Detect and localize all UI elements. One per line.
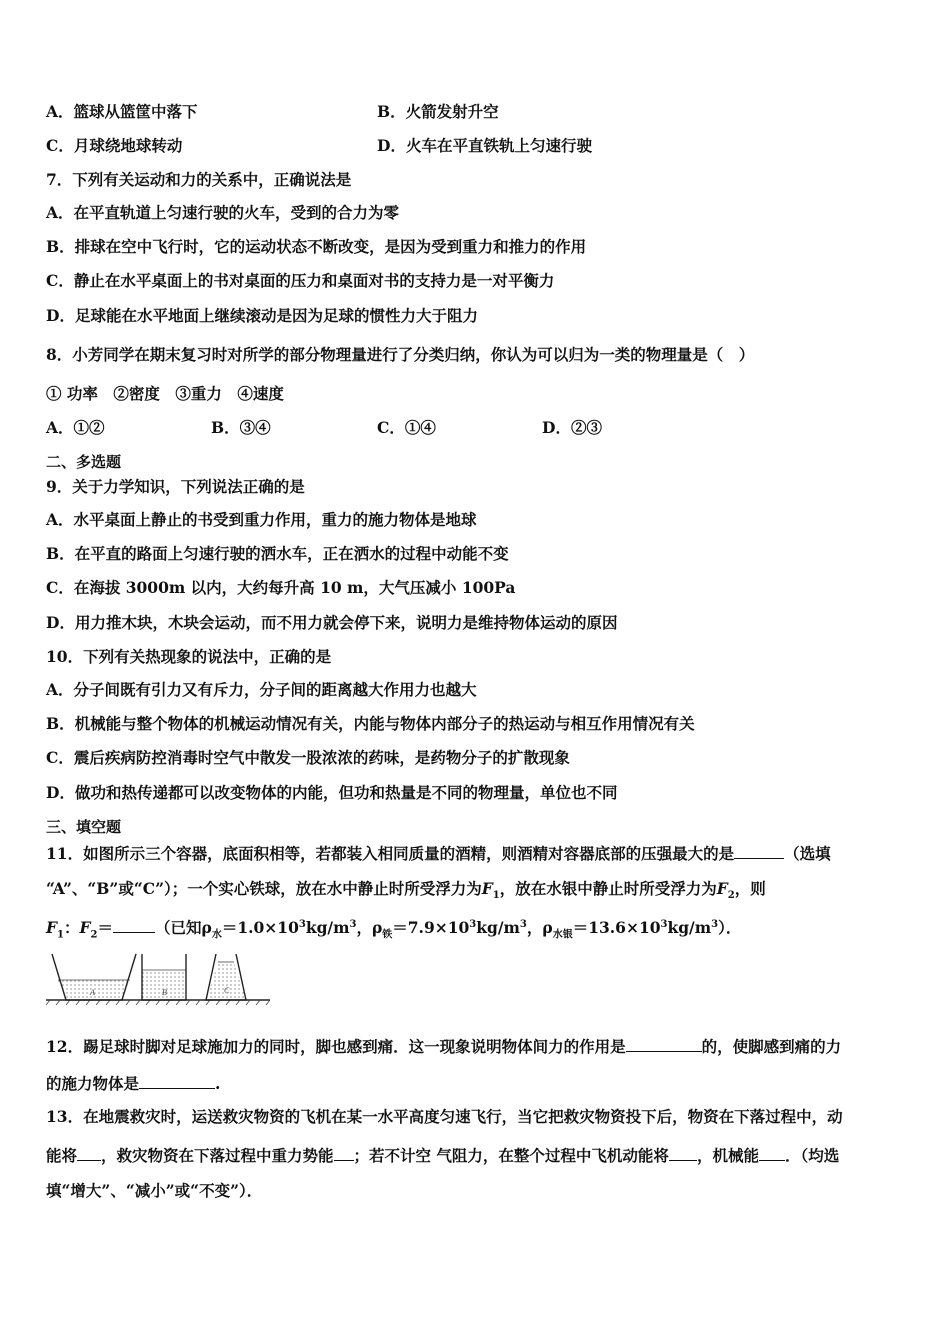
subscript: 2 (727, 890, 735, 902)
rho-sub-iron: 铁 (382, 929, 393, 941)
container-c-label: C (224, 986, 230, 995)
q11-text: ，放在水银中静止时所受浮力为 (499, 879, 717, 898)
q8-option-c: C．①④ (377, 418, 436, 437)
q13-text: ，机械能 (696, 1146, 759, 1165)
q8-stem: 8．小芳同学在期末复习时对所学的部分物理量进行了分类归纳，你认为可以归为一类的物理量是（ ） (46, 345, 755, 364)
q13-line3: 填“增大”、“减小”或“不变”）． (46, 1181, 263, 1200)
containers-figure (46, 948, 270, 1008)
container-a-label: A (90, 988, 95, 997)
q9-option-a: A．水平桌面上静止的书受到重力作用，重力的施力物体是地球 (46, 510, 477, 529)
comma: ， (356, 918, 372, 938)
q10-option-b: B．机械能与整个物体的机械运动情况有关，内能与物体内部分子的热运动与相互作用情况有关 (46, 714, 695, 733)
q9-option-b: B．在平直的路面上匀速行驶的洒水车，正在洒水的过程中动能不变 (46, 544, 509, 563)
symbol-f: F (46, 918, 58, 938)
section-heading-multi: 二、多选题 (46, 453, 122, 471)
answer-blank[interactable] (734, 842, 784, 859)
rho-sub-mercury: 水银 (552, 929, 573, 941)
q13-text: 能将 (46, 1146, 78, 1165)
q13-line1: 13．在地震救灾时，运送救灾物资的飞机在某一水平高度匀速飞行，当它把救灾物资投下后，物资在下落过程中，动 (46, 1107, 843, 1126)
subscript: 1 (492, 890, 500, 902)
q8-option-d: D．②③ (542, 418, 602, 437)
q9-stem: 9．关于力学知识，下列说法正确的是 (46, 477, 305, 496)
q7-option-c: C．静止在水平桌面上的书对桌面的压力和桌面对书的支持力是一对平衡力 (46, 271, 555, 290)
q7-stem: 7．下列有关运动和力的关系中，正确说法是 (46, 170, 352, 189)
q8-option-b: B．③④ (211, 418, 271, 437)
q6-option-a: A．篮球从篮筐中落下 (46, 102, 198, 121)
equals: ＝ (97, 918, 113, 938)
q6-option-d: D．火车在平直铁轨上匀速行驶 (377, 136, 592, 155)
q12-line1 (46, 1035, 841, 1057)
q7-option-a: A．在平直轨道上匀速行驶的火车，受到的合力为零 (46, 203, 400, 222)
subscript: 2 (90, 929, 98, 941)
symbol-f: F (481, 879, 493, 898)
q10-option-c: C．震后疾病防控消毒时空气中散发一股浓浓的药味，是药物分子的扩散现象 (46, 748, 570, 767)
unit: kg/m (476, 918, 520, 938)
comma: ， (526, 918, 543, 938)
q7-option-d: D．足球能在水平地面上继续滚动是因为足球的惯性力大于阻力 (46, 306, 478, 325)
value: ＝1.0×10 (221, 918, 299, 938)
subscript: 1 (57, 929, 64, 941)
close-paren: ）． (718, 918, 742, 938)
q11-text: “A”、“B”或“C”）；一个实心铁球，放在水中静止时所受浮力为 (46, 879, 482, 898)
exponent: 3 (711, 919, 719, 930)
q10-option-d: D．做功和热传递都可以改变物体的内能，但功和热量是不同的物理量，单位也不同 (46, 783, 618, 802)
unit: kg/m (305, 918, 350, 938)
answer-blank[interactable] (113, 916, 155, 933)
q13-text: ，救灾物资在下落过程中重力势能 (101, 1146, 334, 1165)
unit: kg/m (667, 918, 712, 938)
q11-text: 11．如图所示三个容器，底面积相等，若都装入相同质量的酒精，则酒精对容器底部的压强最大的是 (46, 844, 735, 863)
exponent: 3 (298, 919, 306, 930)
q13-text: ；若不计空 气阻力，在整个过程中飞机动能将 (353, 1146, 669, 1165)
answer-blank[interactable] (77, 1144, 101, 1161)
q11-text: （选填 (784, 844, 831, 863)
ratio-sep: ： (63, 918, 80, 938)
rho-sub-water: 水 (211, 929, 222, 941)
q9-option-d: D．用力推木块，木块会运动，而不用力就会停下来，说明力是维持物体运动的原因 (46, 613, 618, 632)
section-heading-fill: 三、填空题 (46, 818, 122, 836)
q12-text: 12．踢足球时脚对足球施加力的同时，脚也感到痛．这一现象说明物体间力的作用是 (46, 1037, 626, 1056)
symbol-f: F (716, 879, 728, 898)
q6-option-c: C．月球绕地球转动 (46, 136, 183, 155)
answer-blank[interactable] (139, 1072, 215, 1089)
q13-text: ．（均选 (784, 1146, 840, 1165)
q12-line2 (46, 1072, 220, 1094)
q11-text: ，则 (734, 879, 766, 898)
q7-option-b: B．排球在空中飞行时，它的运动状态不断改变，是因为受到重力和推力的作用 (46, 237, 587, 256)
q8-option-a: A．①② (46, 418, 105, 437)
container-b-label: B (162, 988, 167, 997)
symbol-f: F (79, 918, 91, 938)
q11-line3 (46, 915, 741, 945)
q11-line2 (46, 879, 766, 906)
answer-blank[interactable] (626, 1035, 702, 1052)
answer-blank[interactable] (669, 1144, 697, 1161)
q10-option-a: A．分子间既有引力又有斥力，分子间的距离越大作用力也越大 (46, 680, 477, 699)
q12-text: . (215, 1074, 221, 1093)
known-open: （已知 (155, 918, 202, 938)
rho: ρ (371, 918, 383, 938)
q13-line2 (46, 1144, 839, 1166)
value: ＝13.6×10 (572, 918, 661, 938)
exponent: 3 (469, 919, 477, 930)
answer-blank[interactable] (759, 1144, 785, 1161)
q12-text: 的，使脚感到痛的力 (701, 1037, 842, 1056)
exponent: 3 (660, 919, 668, 930)
q10-stem: 10．下列有关热现象的说法中，正确的是 (46, 647, 332, 666)
q11-line1 (46, 842, 831, 864)
rho: ρ (201, 918, 212, 938)
ground-hatching (46, 1000, 270, 1005)
answer-blank[interactable] (334, 1144, 354, 1161)
q6-option-b: B．火箭发射升空 (377, 102, 499, 121)
value: ＝7.9×10 (392, 918, 470, 938)
q12-text: 的施力物体是 (46, 1074, 140, 1093)
exponent: 3 (349, 919, 357, 930)
q9-option-c: C．在海拔 3000m 以内，大约每升高 10 m，大气压减小 100Pa (46, 578, 516, 597)
exponent: 3 (519, 919, 527, 930)
q8-items: ① 功率 ②密度 ③重力 ④速度 (46, 384, 284, 403)
rho: ρ (542, 918, 553, 938)
